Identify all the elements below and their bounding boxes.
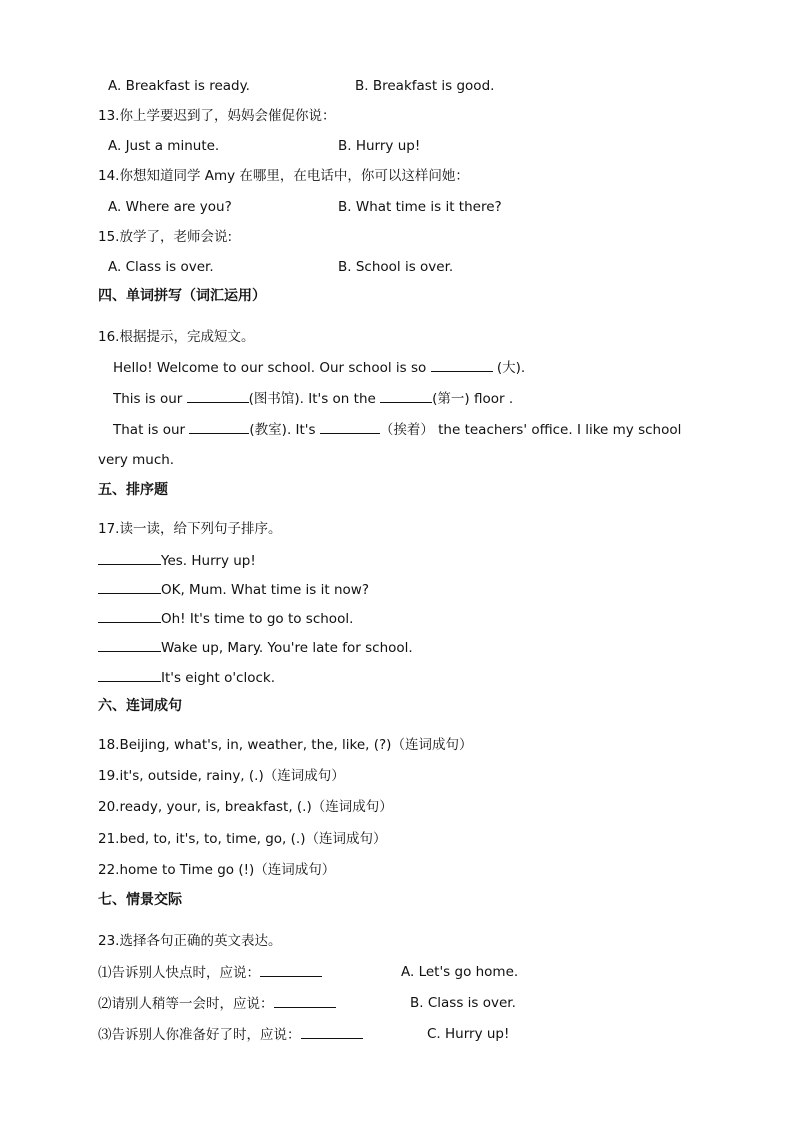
q17-item (98, 609, 353, 628)
q16-line-2 (113, 389, 513, 408)
q13-option-b: B. Hurry up! (338, 138, 421, 154)
answer-blank[interactable] (98, 551, 161, 565)
q17-item (98, 580, 369, 599)
section-6-title: 六、连词成句 (98, 698, 182, 714)
section-5-title: 五、排序题 (98, 482, 168, 498)
answer-blank[interactable] (380, 389, 432, 403)
q16-text: That is our (113, 422, 186, 438)
q17-item-text: OK, Mum. What time is it now? (161, 582, 369, 598)
q15-option-b: B. School is over. (338, 259, 454, 275)
q17-item-text: Oh! It's time to go to school. (161, 611, 354, 627)
answer-blank[interactable] (301, 1025, 363, 1039)
section-7-title: 七、情景交际 (98, 892, 182, 908)
q23-prompt-text: ⑵请别人稍等一会时，应说： (98, 996, 274, 1012)
q20-text: 20.ready, your, is, breakfast, (.)（连词成句） (98, 799, 393, 815)
q17-item-text: Wake up, Mary. You're late for school. (161, 640, 413, 656)
q21-text: 21.bed, to, it's, to, time, go, (.)（连词成句） (98, 831, 387, 847)
q16-text: Hello! Welcome to our school. Our school is so (113, 360, 427, 376)
answer-blank[interactable] (98, 580, 161, 594)
q12-option-a: A. Breakfast is ready. (108, 78, 250, 94)
q13-option-a: A. Just a minute. (108, 138, 220, 154)
answer-blank[interactable] (320, 420, 380, 434)
q16-text: This is our (113, 391, 183, 407)
q17-item (98, 638, 413, 657)
q19-text: 19.it's, outside, rainy, (.)（连词成句） (98, 768, 345, 784)
answer-blank[interactable] (98, 638, 161, 652)
q15-stem: 15.放学了，老师会说: (98, 229, 233, 245)
answer-blank[interactable] (431, 358, 493, 372)
q16-line-4: very much. (98, 452, 175, 468)
q17-item-text: Yes. Hurry up! (161, 553, 256, 569)
q12-option-b: B. Breakfast is good. (355, 78, 495, 94)
q17-item-text: It's eight o'clock. (161, 670, 276, 686)
q23-prompt-text: ⑴告诉别人快点时，应说： (98, 965, 260, 981)
q23-prompt-2 (98, 994, 336, 1013)
q16-text: (大). (496, 360, 526, 376)
q14-option-b: B. What time is it there? (338, 199, 502, 215)
q18-text: 18.Beijing, what's, in, weather, the, like, (?)（连词成句） (98, 737, 473, 753)
q14-stem: 14.你想知道同学 Amy 在哪里，在电话中，你可以这样问她： (98, 168, 469, 184)
answer-blank[interactable] (274, 994, 336, 1008)
q16-text: (第一) floor . (432, 391, 514, 407)
q23-prompt-3 (98, 1025, 363, 1044)
q23-option-a: A. Let's go home. (401, 964, 519, 980)
answer-blank[interactable] (98, 609, 161, 623)
q16-stem: 16.根据提示，完成短文。 (98, 329, 255, 345)
answer-blank[interactable] (189, 420, 249, 434)
q16-text: (教室). It's (249, 422, 316, 438)
q23-stem: 23.选择各句正确的英文表达。 (98, 933, 282, 949)
q17-item (98, 551, 256, 570)
q23-prompt-text: ⑶告诉别人你准备好了时，应说： (98, 1027, 301, 1043)
q13-stem: 13.你上学要迟到了，妈妈会催促你说： (98, 108, 336, 124)
answer-blank[interactable] (260, 963, 322, 977)
q17-item (98, 668, 275, 687)
q17-stem: 17.读一读，给下列句子排序。 (98, 521, 282, 537)
answer-blank[interactable] (187, 389, 249, 403)
answer-blank[interactable] (98, 668, 161, 682)
q16-line-3 (113, 420, 681, 439)
q14-option-a: A. Where are you? (108, 199, 232, 215)
q23-prompt-1 (98, 963, 322, 982)
q22-text: 22.home to Time go (!)（连词成句） (98, 862, 336, 878)
section-4-title: 四、单词拼写（词汇运用） (98, 288, 266, 304)
q23-option-b: B. Class is over. (410, 995, 516, 1011)
q16-line-1 (113, 358, 525, 377)
q16-text: (图书馆). It's on the (248, 391, 376, 407)
q16-text: （挨着） the teachers' office. I like my school (379, 422, 682, 438)
q15-option-a: A. Class is over. (108, 259, 214, 275)
q23-option-c: C. Hurry up! (427, 1026, 510, 1042)
